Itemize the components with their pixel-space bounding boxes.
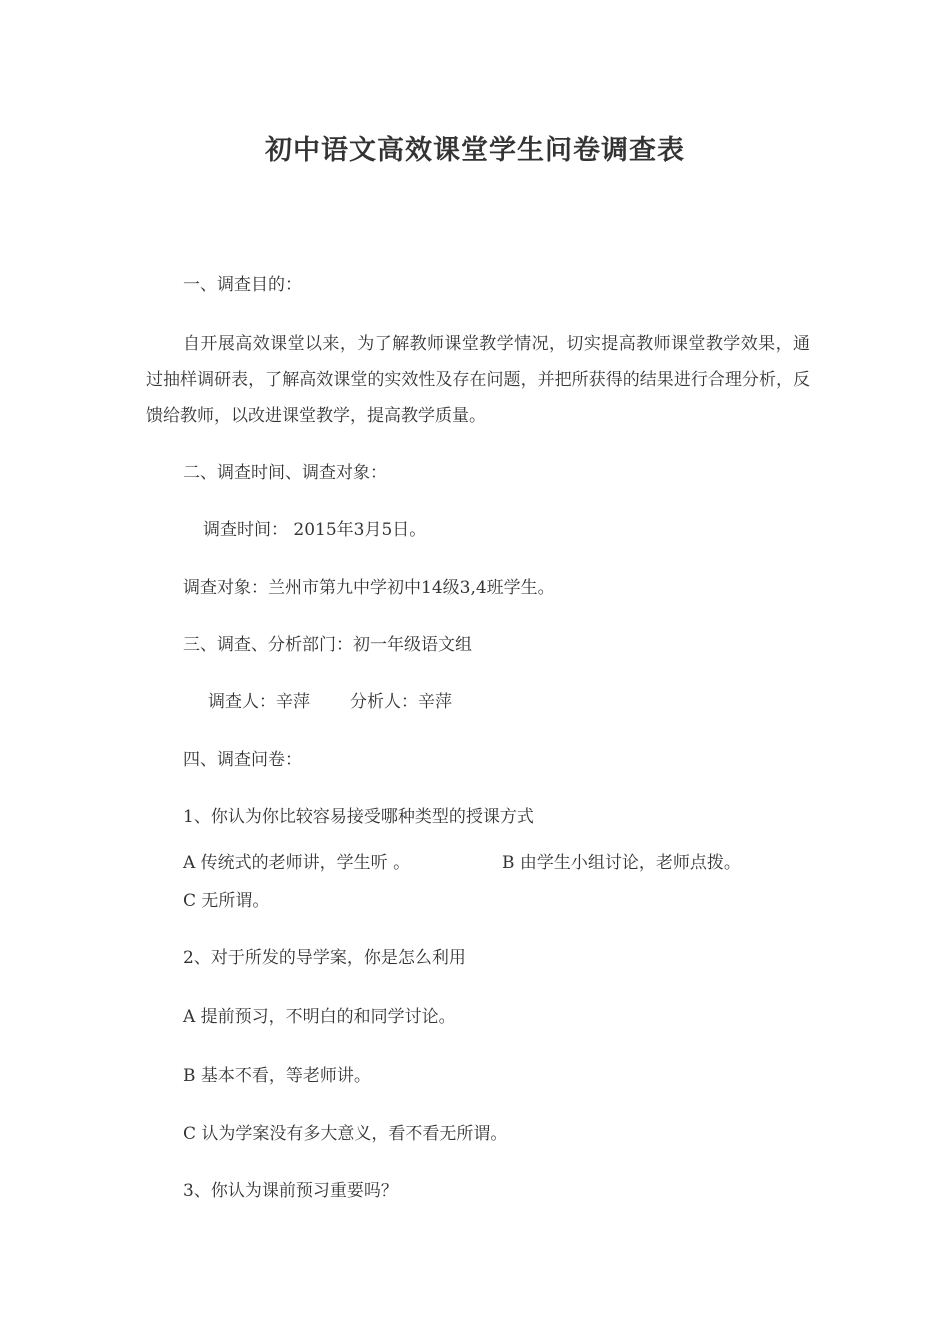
- section-purpose-body: 自开展高效课堂以来，为了解教师课堂教学情况，切实提高教师课堂教学效果，通过抽样调研表，了解高效课堂的实效性及存在问题，并把所获得的结果进行合理分析，反馈给教师，以改进课堂教学，提高教学质量。: [146, 334, 810, 426]
- question-2: 2、对于所发的导学案，你是怎么利用: [183, 948, 466, 968]
- section-purpose-heading: 一、调查目的：: [183, 275, 302, 295]
- survey-time: 调查时间： 2015年3月5日。: [203, 520, 427, 540]
- document-title: 初中语文高效课堂学生问卷调查表: [265, 135, 685, 166]
- investigator: 调查人：辛萍: [208, 692, 310, 712]
- question-2-option-c: C 认为学案没有多大意义，看不看无所谓。: [183, 1124, 508, 1144]
- survey-target: 调查对象：兰州市第九中学初中14级3,4班学生。: [183, 578, 555, 598]
- section-questionnaire-heading: 四、调查问卷：: [183, 750, 302, 770]
- analyst: 分析人：辛萍: [350, 692, 452, 712]
- question-3: 3、你认为课前预习重要吗？: [183, 1181, 398, 1201]
- section-time-target-heading: 二、调查时间、调查对象：: [183, 463, 387, 483]
- question-1: 1、你认为你比较容易接受哪种类型的授课方式: [183, 807, 534, 827]
- question-1-option-b: B 由学生小组讨论，老师点拨。: [502, 853, 741, 873]
- question-2-option-a: A 提前预习，不明白的和同学讨论。: [183, 1007, 456, 1027]
- section-department-heading: 三、调查、分析部门：初一年级语文组: [183, 635, 472, 655]
- question-1-option-c: C 无所谓。: [183, 891, 270, 911]
- question-1-option-a: A 传统式的老师讲，学生听 。: [183, 853, 411, 873]
- question-2-option-b: B 基本不看，等老师讲。: [183, 1066, 371, 1086]
